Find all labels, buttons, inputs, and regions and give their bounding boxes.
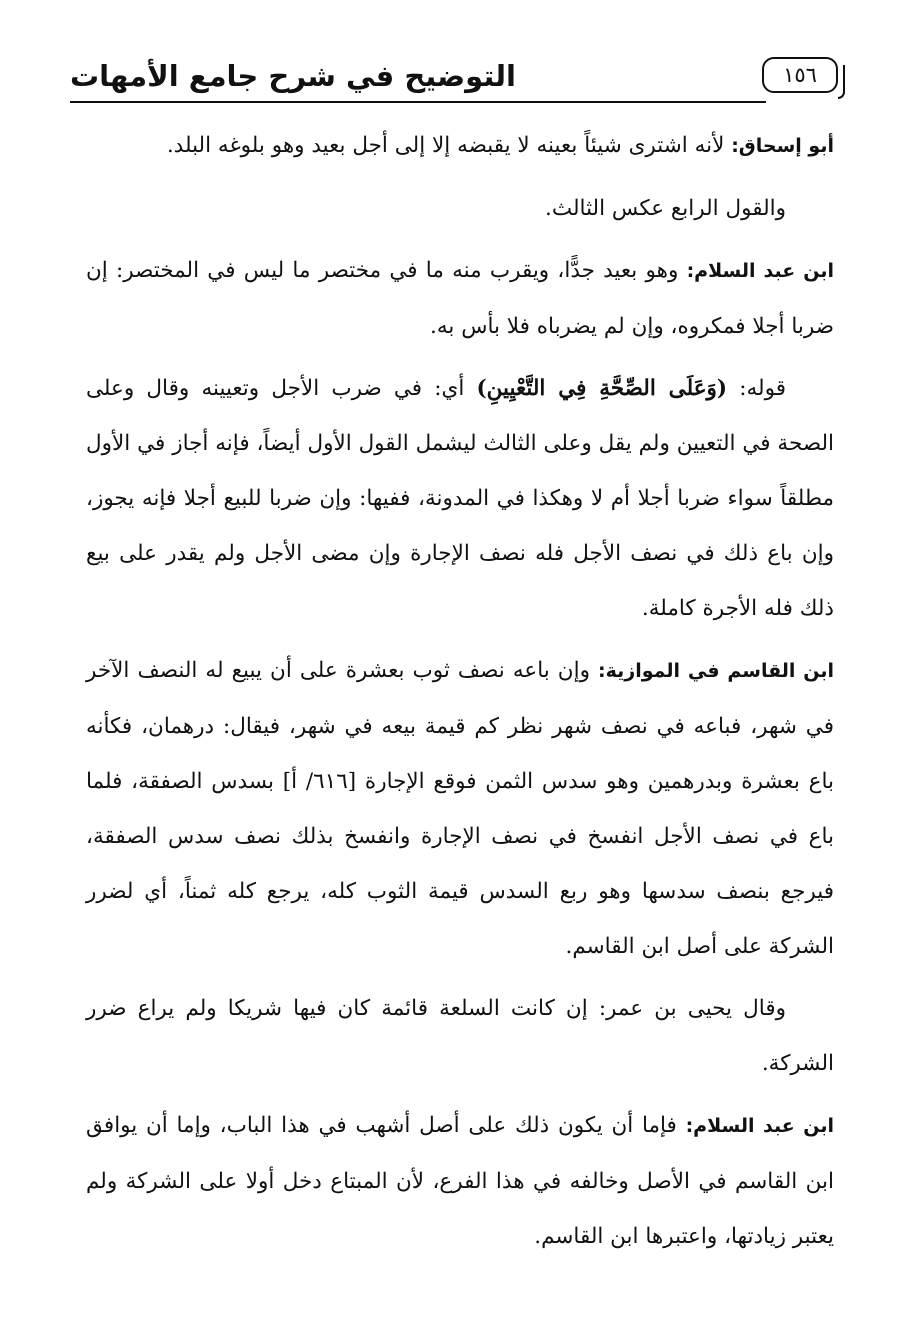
quoted-matn: (وَعَلَى الصِّحَّةِ فِي التَّعْيِينِ)	[476, 376, 728, 401]
paragraph-text: وإن باعه نصف ثوب بعشرة على أن يبيع له النصف الآخر في شهر، فباعه في نصف شهر نظر كم قيمة بيعه في شهر، فيقال: درهمان، فكأنه باع بعشرة وبدرهمين وهو سدس الثمن فوقع الإجارة [٦١٦/ أ] بسدس الصفقة، فلما باع في نصف الأجل انفسخ في نصف الإجارة وانفسخ بذلك نصف سدس الصفقة، فيرجع بنصف سدسها وهو ربع السدس قيمة الثوب كله، يرجع كله ثمناً، أي لضرر الشركة على أصل ابن القاسم.	[86, 658, 834, 959]
speaker-label: ابن عبد السلام:	[686, 260, 834, 282]
page-body	[86, 118, 834, 1271]
paragraph-text: لأنه اشترى شيئاً بعينه لا يقبضه إلا إلى أجل بعيد وهو بلوغه البلد.	[166, 133, 732, 158]
page-number: ١٥٦	[783, 63, 817, 87]
paragraph-yahya-ibn-umar	[86, 981, 834, 1091]
running-title: التوضيح في شرح جامع الأمهات	[70, 59, 517, 93]
paragraph-text: وهو بعيد جدًّا، ويقرب منه ما في مختصر ما ليس في المختصر: إن ضربا أجلا فمكروه، وإن لم يضرباه فلا بأس به.	[86, 258, 834, 339]
paragraph-text: فإما أن يكون ذلك على أصل أشهب في هذا الباب، وإما أن يوافق ابن القاسم في الأصل وخالفه في هذا الفرع، لأن المبتاع دخل أولا على الشركة ولم يعتبر زيادتها، واعتبرها ابن القاسم.	[86, 1113, 834, 1249]
page-header	[70, 55, 838, 103]
page-number-frame	[762, 57, 838, 93]
speaker-label: أبو إسحاق:	[731, 135, 834, 157]
paragraph-text: والقول الرابع عكس الثالث.	[545, 196, 786, 221]
paragraph-text: أي: في ضرب الأجل وتعيينه وقال وعلى الصحة في التعيين ولم يقل وعلى الثالث ليشمل القول الأول أيضاً، فإنه أجاز في الأول مطلقاً سواء ضربا أجلا أم لا وهكذا في المدونة، ففيها: وإن ضربا للبيع أجلا فإنه يجوز، وإن باع ذلك في نصف الأجل فله نصف الإجارة وإن مضى الأجل ولم يقدر على بيع ذلك فله الأجرة كاملة.	[86, 376, 834, 621]
paragraph-ibn-al-qasim	[86, 643, 834, 974]
paragraph-ibn-abd-al-salam-1	[86, 243, 834, 354]
paragraph-commentary-qawluh	[86, 361, 834, 636]
paragraph-text: وقال يحيى بن عمر: إن كانت السلعة قائمة كان فيها شريكا ولم يراع ضرر الشركة.	[86, 996, 834, 1076]
speaker-label: ابن عبد السلام:	[685, 1115, 834, 1137]
page-number-frame-tail	[838, 65, 845, 99]
paragraph-fourth-opinion	[86, 181, 834, 236]
paragraph-ibn-abd-al-salam-2	[86, 1098, 834, 1264]
paragraph-abu-ishaq	[86, 118, 834, 174]
lead-word: قوله:	[727, 376, 786, 401]
speaker-label: ابن القاسم في الموازية:	[598, 660, 835, 682]
header-rule	[70, 101, 766, 103]
